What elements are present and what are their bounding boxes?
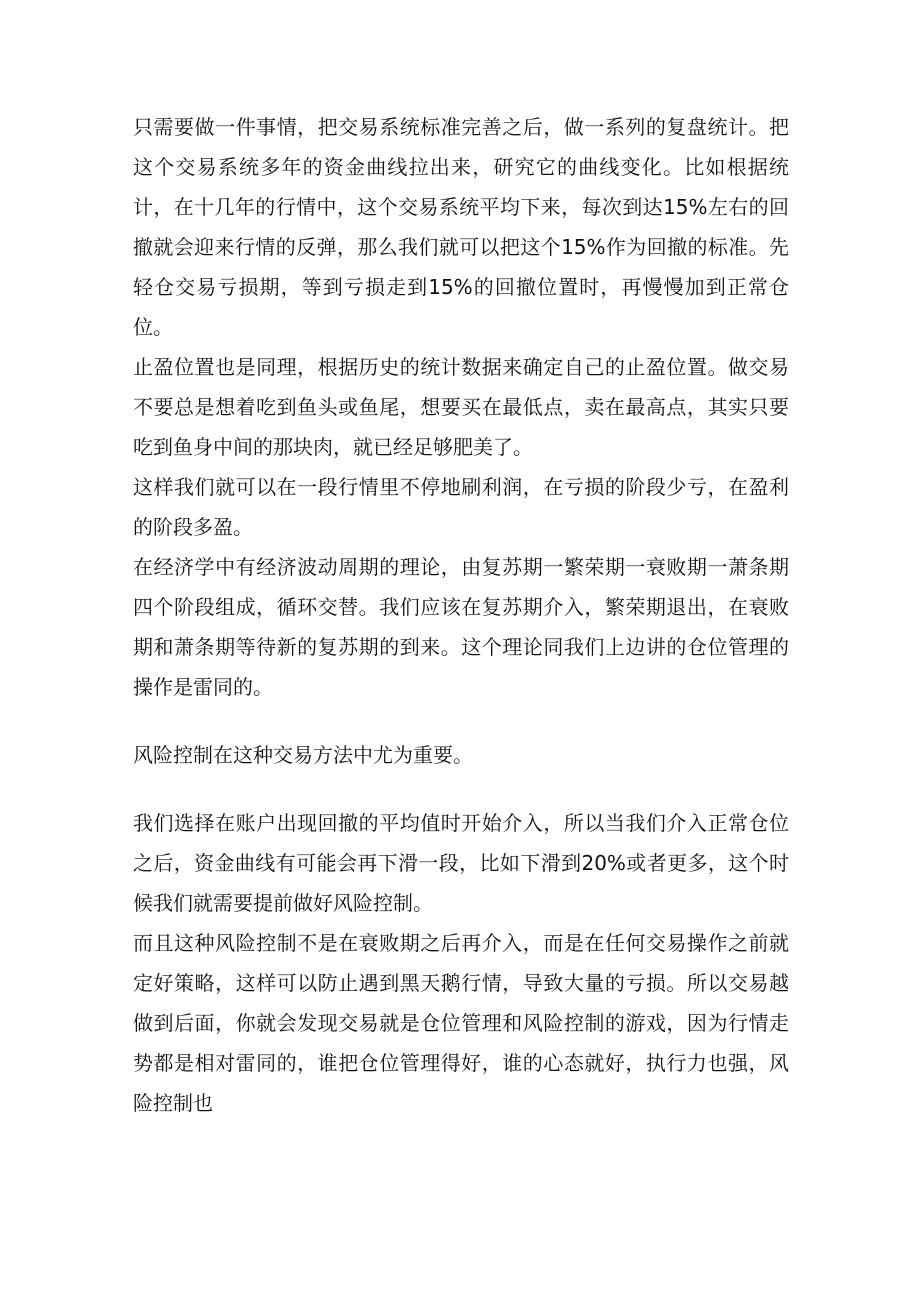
paragraph-risk-strategy: 而且这种风险控制不是在衰败期之后再介入，而是在任何交易操作之前就定好策略，这样可以防止遇到黑天鹅行情，导致大量的亏损。所以交易越做到后面，你就会发现交易就是仓位管理和风险控制的游戏，因为行情走势都是相对雷同的，谁把仓位管理得好，谁的心态就好，执行力也强，风险控制也 (133, 931, 789, 1115)
document-body (133, 107, 789, 1123)
paragraph-take-profit: 止盈位置也是同理，根据历史的统计数据来确定自己的止盈位置。做交易不要总是想着吃到鱼头或鱼尾，想要买在最低点，卖在最高点，其实只要吃到鱼身中间的那块肉，就已经足够肥美了。 (133, 355, 789, 459)
paragraph-profit-phases: 这样我们就可以在一段行情里不停地刷利润，在亏损的阶段少亏，在盈利的阶段多盈。 (133, 475, 789, 539)
paragraph-economic-cycle: 在经济学中有经济波动周期的理论，由复苏期一繁荣期一衰败期一萧条期四个阶段组成，循环交替。我们应该在复苏期介入，繁荣期退出，在衰败期和萧条期等待新的复苏期的到来。这个理论同我们上边讲的仓位管理的操作是雷同的。 (133, 555, 789, 699)
paragraph-risk-control-heading: 风险控制在这种交易方法中尤为重要。 (133, 743, 473, 767)
paragraph-drawdown-statistics: 只需要做一件事情，把交易系统标准完善之后，做一系列的复盘统计。把这个交易系统多年的资金曲线拉出来，研究它的曲线变化。比如根据统计，在十几年的行情中，这个交易系统平均下来，每次到达15%左右的回撤就会迎来行情的反弹，那么我们就可以把这个15%作为回撤的标准。先轻仓交易亏损期，等到亏损走到15%的回撤位置时，再慢慢加到正常仓位。 (133, 115, 789, 339)
paragraph-entry-timing: 我们选择在账户出现回撤的平均值时开始介入，所以当我们介入正常仓位之后，资金曲线有可能会再下滑一段，比如下滑到20%或者更多，这个时候我们就需要提前做好风险控制。 (133, 811, 789, 915)
